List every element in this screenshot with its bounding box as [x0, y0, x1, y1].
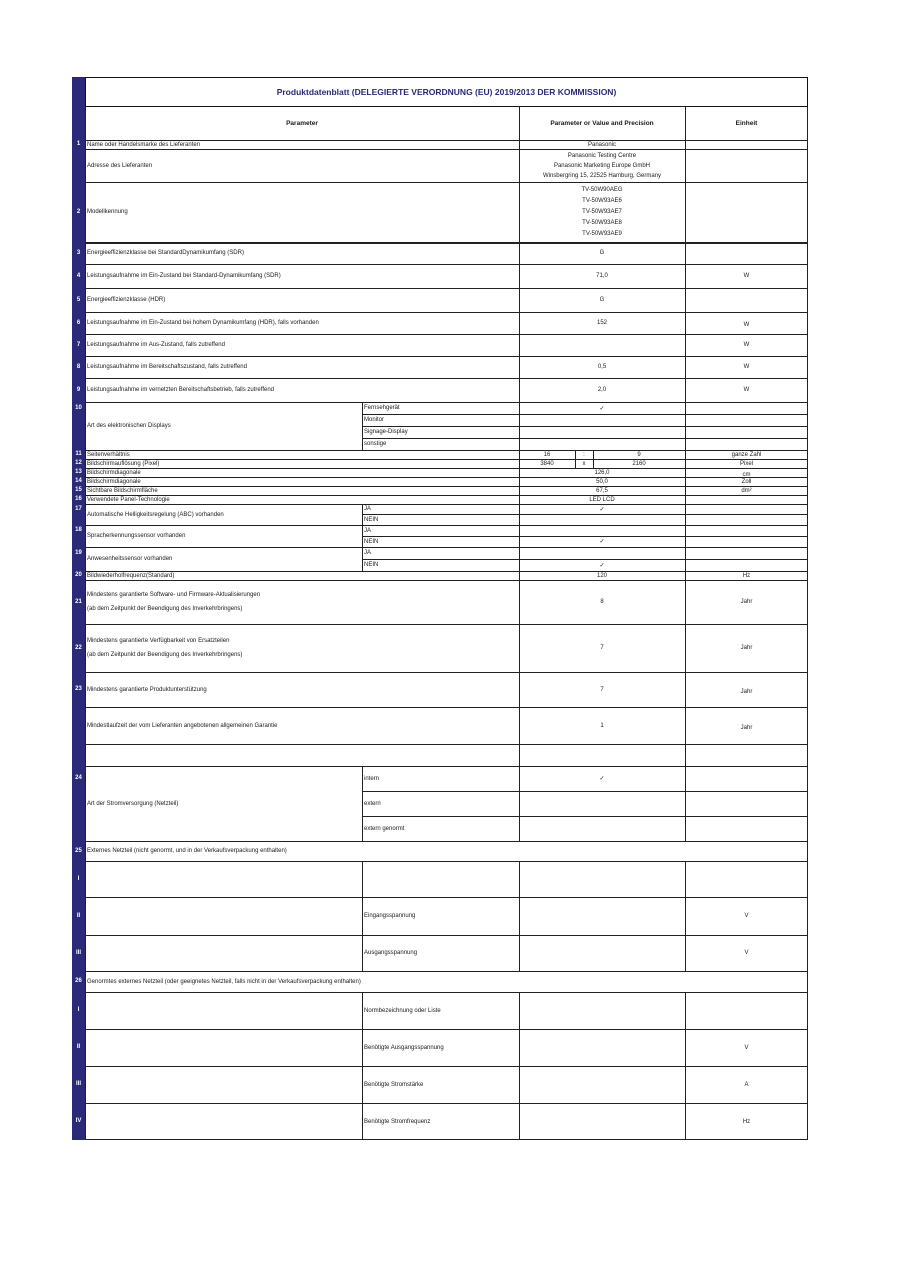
row-number: 6 — [76, 320, 81, 326]
grid-line — [85, 495, 808, 496]
grid-line — [85, 334, 808, 335]
address-line: Panasonic Testing Centre — [567, 152, 637, 159]
aspect-ratio-label: Seitenverhältnis — [87, 451, 130, 458]
grid-line — [85, 624, 808, 625]
grid-line — [85, 356, 808, 357]
standard-psu-label: Genormtes externes Netzteil (oder geeignetes Netzteil, falls nicht in der Verkaufsverpackung enthalten) — [87, 978, 361, 985]
row-number: 14 — [75, 478, 82, 484]
power-networked-unit: W — [743, 387, 750, 393]
screen-area-value: 67,5 — [596, 487, 608, 494]
spare-parts-label — [85, 624, 519, 672]
grid-line — [85, 149, 808, 150]
grid-line — [85, 861, 808, 862]
row-number: 22 — [75, 645, 82, 651]
input-voltage-label: Eingangsspannung — [364, 913, 416, 919]
grid-line — [85, 935, 808, 936]
row-number: III — [75, 950, 81, 956]
check-icon: ✓ — [599, 539, 605, 545]
row-number: 5 — [76, 297, 81, 303]
power-supply-option: extern — [364, 800, 381, 807]
aspect-ratio-a: 16 — [543, 451, 551, 458]
row-number: 3 — [76, 250, 81, 256]
required-current-label: Benötigte Stromstärke — [364, 1081, 424, 1088]
grid-line — [593, 450, 594, 468]
model-id: TV-50W93AE8 — [582, 219, 622, 226]
presence-ja: JA — [364, 550, 372, 556]
abc-ja: JA — [364, 506, 372, 512]
power-networked-label: Leistungsaufnahme im vernetzten Bereitschaftsbetrieb, falls zutreffend — [87, 387, 274, 393]
diagonal-inch-unit: Zoll — [741, 478, 752, 485]
warranty-label: Mindestlaufzeit der vom Lieferanten angebotenen allgemeinen Garantie — [87, 722, 278, 729]
model-id-label: Modellkennung — [87, 209, 128, 215]
grid-line — [362, 816, 808, 817]
grid-line — [85, 1066, 808, 1067]
row-number: 11 — [75, 451, 82, 457]
required-current-unit: A — [744, 1081, 749, 1088]
standard-name-label: Normbezeichnung oder Liste — [364, 1007, 441, 1014]
row-number: IV — [75, 1118, 82, 1124]
diagonal-cm-unit: cm — [742, 471, 751, 478]
check-icon: ✓ — [599, 405, 605, 412]
power-supply-label: Art der Stromversorgung (Netzteil) — [87, 800, 179, 807]
row-number: 17 — [75, 506, 82, 512]
screen-area-label: Sichtbare Bildschirmfläche — [87, 487, 158, 494]
grid-line — [85, 766, 808, 767]
grid-line — [85, 707, 808, 708]
grid-line — [362, 791, 808, 792]
diagonal-cm-label: Bildschirmdiagonale — [87, 469, 141, 476]
row-number: 8 — [76, 364, 81, 370]
grid-line — [85, 264, 808, 265]
screen-area-unit: dm² — [741, 487, 752, 494]
presence-sensor-label: Anwesenheitssensor vorhanden — [87, 556, 173, 562]
spare-parts-line2: (ab dem Zeitpunkt der Beendigung des Inverkehrbringens) — [87, 652, 243, 658]
power-standby-unit: W — [743, 364, 750, 370]
grid-line — [85, 140, 808, 141]
power-off-unit: W — [743, 342, 750, 348]
resolution-label: Bildschirmauflösung (Pixel) — [87, 460, 160, 467]
model-id: TV-50W90AEG — [581, 186, 623, 193]
diagonal-inch-value: 50,0 — [596, 478, 608, 485]
header-parameter: Parameter — [286, 120, 318, 127]
power-standby-value: 0,5 — [597, 364, 607, 370]
grid-line — [362, 438, 808, 439]
updates-line2: (ab dem Zeitpunkt der Beendigung des Inverkehrbringens) — [87, 606, 243, 612]
aspect-ratio-sep: : — [583, 451, 585, 458]
grid-line — [85, 1139, 808, 1140]
check-icon: ✓ — [599, 506, 605, 513]
refresh-rate-label: Bildwiederholfrequenz(Standard) — [87, 572, 175, 579]
grid-line — [85, 1103, 808, 1104]
header-value: Parameter or Value and Precision — [550, 120, 654, 127]
grid-line — [807, 107, 808, 1140]
spare-parts-unit: Jahr — [740, 645, 753, 651]
diagonal-cm-value: 126,0 — [594, 469, 610, 476]
voice-ja: JA — [364, 527, 372, 534]
grid-line — [85, 477, 808, 478]
grid-line — [85, 992, 808, 993]
row-number: 21 — [75, 599, 82, 605]
grid-line — [519, 992, 520, 1140]
aspect-ratio-b: 9 — [637, 451, 641, 458]
grid-line — [575, 450, 576, 468]
grid-line — [85, 107, 86, 1140]
grid-line — [519, 107, 520, 841]
row-number: 18 — [75, 527, 82, 533]
resolution-b: 2160 — [632, 460, 646, 467]
grid-line — [85, 571, 808, 572]
grid-line — [85, 450, 808, 451]
power-sdr-unit: W — [743, 273, 750, 279]
refresh-rate-unit: Hz — [742, 572, 751, 579]
energy-class-hdr-label: Energieeffizienzklasse (HDR) — [87, 297, 166, 303]
row-number: 9 — [76, 387, 81, 393]
row-number: I — [77, 876, 80, 882]
grid-line — [362, 414, 808, 415]
required-frequency-unit: Hz — [742, 1118, 751, 1125]
output-voltage-label: Ausgangsspannung — [364, 950, 418, 956]
warranty-value: 1 — [600, 722, 604, 729]
grid-line — [685, 992, 686, 1140]
updates-line1: Mindestens garantierte Software- und Firmware-Aktualisierungen — [87, 592, 261, 598]
spare-parts-line1: Mindestens garantierte Verfügbarkeit von Ersatzteilen — [87, 638, 230, 644]
grid-line — [362, 426, 808, 427]
support-label: Mindestens garantierte Produktunterstützung — [87, 686, 207, 693]
row-number: 20 — [75, 572, 82, 578]
grid-line — [85, 288, 808, 289]
row-number: 19 — [75, 550, 82, 556]
power-hdr-unit: W — [743, 322, 750, 328]
grid-line — [85, 971, 808, 972]
row-number: 4 — [76, 273, 81, 279]
updates-label — [85, 580, 519, 624]
grid-line — [85, 525, 808, 526]
model-id-list — [519, 182, 685, 242]
grid-line — [85, 897, 808, 898]
row-number: II — [76, 1044, 81, 1050]
external-psu-label: Externes Netzteil (nicht genormt, und in der Verkaufsverpackung enthalten) — [87, 848, 287, 854]
row-number: 16 — [75, 496, 82, 502]
grid-line — [362, 536, 808, 537]
row-number: 26 — [75, 978, 82, 984]
row-number: 24 — [75, 775, 82, 781]
energy-class-sdr-value: G — [599, 250, 605, 256]
display-type-label: Art des elektronischen Displays — [87, 423, 171, 429]
row-number: 7 — [76, 342, 81, 348]
grid-line — [685, 861, 686, 971]
grid-line — [85, 486, 808, 487]
row-number: 12 — [75, 460, 82, 466]
display-option: Signage-Display — [364, 429, 408, 435]
grid-line — [85, 744, 808, 745]
check-icon: ✓ — [599, 776, 605, 782]
grid-line — [85, 242, 808, 244]
row-number: II — [76, 913, 81, 919]
energy-class-sdr-label: Energieeffizienzklasse bei StandardDynamikumfang (SDR) — [87, 250, 244, 256]
grid-line — [85, 672, 808, 673]
updates-unit: Jahr — [740, 599, 753, 605]
input-voltage-unit: V — [744, 913, 749, 919]
power-supply-option: intern — [364, 775, 380, 782]
grid-line — [362, 766, 363, 841]
support-unit: Jahr — [740, 688, 753, 695]
header-unit: Einheit — [735, 120, 758, 127]
power-off-label: Leistungsaufnahme im Aus-Zustand, falls zutreffend — [87, 342, 225, 348]
row-number: 23 — [75, 686, 82, 692]
model-id: TV-50W93AE7 — [582, 208, 622, 215]
display-option: Fernsehgerät — [364, 405, 400, 411]
resolution-sep: x — [582, 460, 586, 467]
abc-label: Automatische Helligkeitsregelung (ABC) vorhanden — [87, 511, 224, 518]
supplier-name-value: Panasonic — [587, 141, 617, 148]
address-line: Panasonic Marketing Europe GmbH — [553, 162, 651, 169]
grid-line — [85, 1029, 808, 1030]
model-id: TV-50W93AE9 — [582, 230, 622, 237]
support-value: 7 — [600, 686, 604, 693]
grid-line — [362, 559, 808, 560]
grid-line — [362, 992, 363, 1140]
voice-nein: NEIN — [364, 538, 379, 545]
power-supply-option: extern genormt — [364, 825, 405, 832]
grid-line — [85, 182, 808, 183]
grid-line — [685, 107, 686, 841]
required-frequency-label: Benötigte Stromfrequenz — [364, 1118, 431, 1125]
aspect-ratio-unit: ganze Zahl — [731, 451, 762, 458]
row-number: 10 — [75, 405, 82, 411]
row-number: 13 — [75, 469, 82, 475]
row-number: 2 — [76, 209, 81, 215]
warranty-unit: Jahr — [740, 724, 753, 731]
grid-line — [85, 312, 808, 313]
supplier-name-label: Name oder Handelsmarke des Lieferanten — [87, 141, 201, 148]
refresh-rate-value: 120 — [596, 572, 607, 579]
resolution-a: 3840 — [540, 460, 554, 467]
display-option: Monitor — [364, 417, 385, 423]
grid-line — [85, 468, 808, 469]
power-sdr-label: Leistungsaufnahme im Ein-Zustand bei Standard-Dynamikumfang (SDR) — [87, 273, 281, 279]
row-number: 25 — [75, 848, 82, 854]
updates-value: 8 — [600, 599, 604, 605]
resolution-unit: Pixel — [739, 460, 753, 467]
grid-line — [85, 378, 808, 379]
output-voltage-unit: V — [744, 950, 749, 956]
address-line: Winsbergring 15, 22525 Hamburg, Germany — [542, 172, 662, 179]
grid-line — [519, 861, 520, 971]
grid-line — [85, 580, 808, 581]
panel-tech-value: LED LCD — [589, 496, 615, 503]
power-networked-value: 2,0 — [597, 387, 607, 393]
power-standby-label: Leistungsaufnahme im Bereitschaftszustand, falls zutreffend — [87, 364, 247, 370]
row-number: I — [77, 1007, 80, 1013]
check-icon: ✓ — [599, 562, 605, 569]
required-voltage-label: Benötigte Ausgangsspannung — [364, 1044, 444, 1051]
diagonal-inch-label: Bildschirmdiagonale — [87, 478, 141, 485]
grid-line — [85, 402, 808, 403]
panel-tech-label: Verwendete Panel-Technologie — [87, 496, 170, 503]
row-number: 1 — [76, 141, 81, 147]
grid-line — [85, 841, 808, 842]
grid-line — [362, 504, 363, 571]
presence-nein: NEIN — [364, 562, 379, 568]
grid-line — [362, 402, 363, 450]
display-option: sonstige — [364, 441, 387, 447]
sheet-title: Produktdatenblatt (DELEGIERTE VERORDNUNG (EU) 2019/2013 DER KOMMISSION) — [85, 77, 808, 107]
power-hdr-value: 152 — [596, 320, 607, 326]
power-sdr-value: 71,0 — [596, 273, 608, 279]
grid-line — [362, 514, 808, 515]
grid-line — [85, 459, 808, 460]
energy-class-hdr-value: G — [599, 297, 605, 303]
spare-parts-value: 7 — [600, 645, 604, 651]
model-id: TV-50W93AE6 — [582, 197, 622, 204]
power-hdr-label: Leistungsaufnahme im Ein-Zustand bei hohem Dynamikumfang (HDR), falls vorhanden — [87, 320, 319, 326]
grid-line — [85, 547, 808, 548]
product-data-sheet — [72, 77, 808, 1140]
row-number: III — [75, 1081, 81, 1087]
grid-line — [362, 861, 363, 971]
supplier-address-value — [519, 149, 685, 182]
voice-sensor-label: Spracherkennungssensor vorhanden — [87, 533, 186, 539]
grid-line — [85, 504, 808, 505]
abc-nein: NEIN — [364, 516, 379, 523]
supplier-address-label: Adresse des Lieferanten — [87, 162, 153, 169]
required-voltage-unit: V — [744, 1044, 749, 1051]
row-number: 15 — [75, 487, 82, 493]
